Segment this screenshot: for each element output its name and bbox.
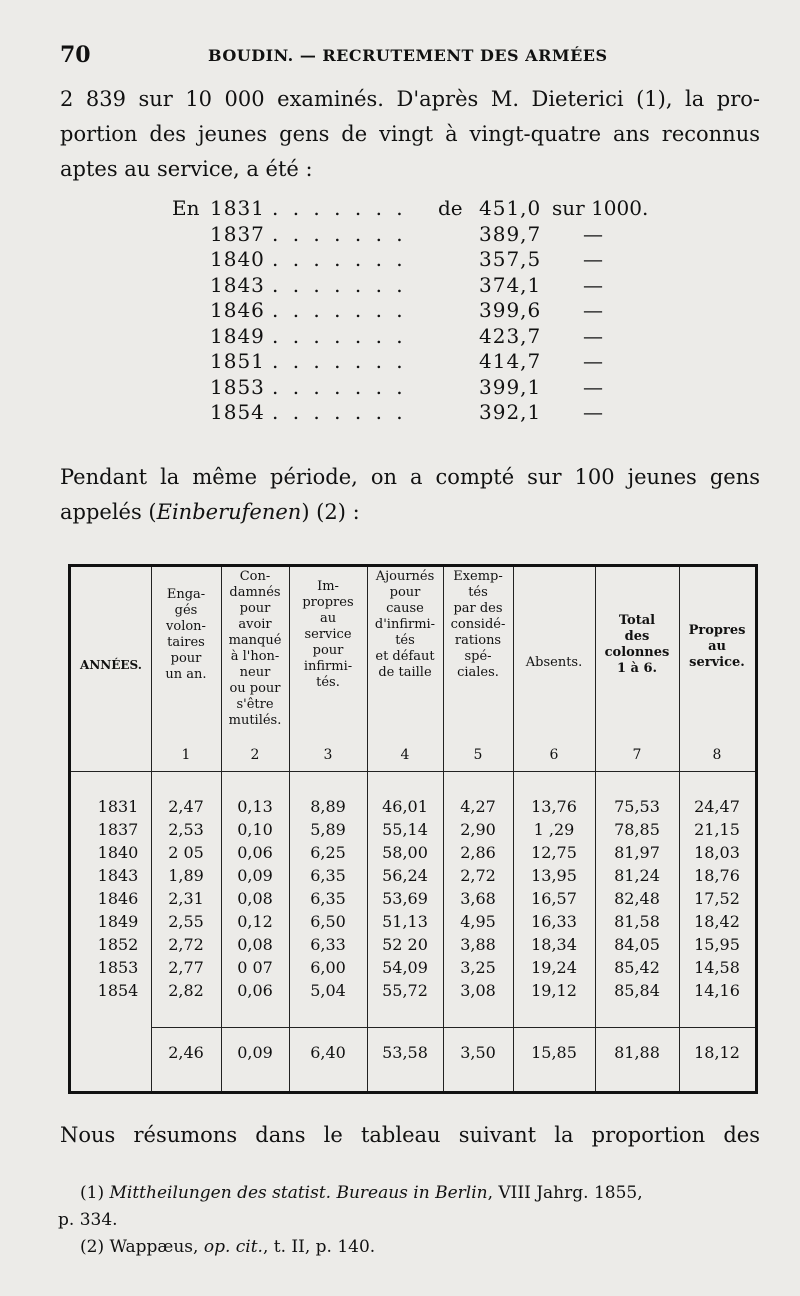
cell-value: 78,85 (614, 820, 660, 839)
ditto-mark: — (583, 323, 603, 348)
cell-value: 2,31 (168, 889, 204, 908)
leader-dots: . . . . . . . (272, 400, 407, 424)
proportion-value: 423,7 (479, 323, 542, 348)
cell-value: 2 05 (168, 843, 204, 862)
cell-value: 0,12 (237, 912, 273, 931)
header-text: propres (302, 595, 354, 610)
average-value: 53,58 (382, 1043, 428, 1062)
cell-value: 81,24 (614, 866, 660, 885)
cell-value: 4,95 (460, 912, 496, 931)
footnote-1-page: p. 334. (58, 1210, 118, 1230)
cell-value: 2,90 (460, 820, 496, 839)
cell-value: 17,52 (694, 889, 740, 908)
row-year: 1852 (97, 935, 139, 954)
cell-value: 0,08 (237, 935, 273, 954)
header-text: à l'hon- (230, 649, 280, 664)
header-text: au (319, 611, 337, 626)
leader-dots: . . . . . . . (272, 374, 407, 399)
intro-line-3: aptes au service, a été : (60, 157, 313, 181)
cell-value: 3,25 (460, 958, 496, 977)
header-text: infirmi- (303, 659, 353, 674)
cell-value: 58,00 (382, 843, 428, 862)
cell-value: 2,47 (168, 797, 204, 816)
unit-label: sur 1000. (552, 196, 649, 220)
average-rule (151, 1027, 755, 1028)
average-value: 3,50 (460, 1043, 496, 1062)
column-number: 2 (250, 747, 260, 763)
cell-value: 2,53 (168, 820, 204, 839)
year-label: 1849 (210, 323, 265, 348)
cell-value: 81,97 (614, 843, 660, 862)
header-text: neur (239, 665, 271, 680)
column-number: 5 (473, 747, 483, 763)
year-label: 1831 (210, 196, 265, 220)
column-header (443, 569, 513, 681)
row-year: 1837 (97, 820, 139, 839)
cell-value: 14,58 (694, 958, 740, 977)
footnote-2-opcit: op. cit. (203, 1237, 263, 1257)
column-header (367, 569, 443, 681)
cell-value: 19,12 (531, 981, 577, 1000)
column-number: 6 (549, 747, 559, 763)
cell-value: 18,03 (694, 843, 740, 862)
header-text: Total (618, 613, 656, 628)
cell-value: 6,25 (310, 843, 346, 862)
footnotes (58, 1180, 780, 1261)
average-row (71, 1043, 755, 1065)
table-row (71, 866, 755, 888)
leader-dots: . . . . . . . (272, 323, 407, 348)
leader-dots: . . . . . . . (272, 196, 407, 220)
table-row (71, 981, 755, 1003)
header-text: de taille (378, 665, 432, 680)
cell-value: 18,42 (694, 912, 740, 931)
header-text: service. (689, 655, 745, 670)
cell-value: 52 20 (382, 935, 428, 954)
cell-value: 3,08 (460, 981, 496, 1000)
header-text: Absents. (525, 655, 583, 670)
cell-value: 54,09 (382, 958, 428, 977)
cell-value: 2,77 (168, 958, 204, 977)
ditto-mark: — (583, 272, 603, 297)
cell-value: 85,42 (614, 958, 660, 977)
intro-line-2: portion des jeunes gens de vingt à vingt-quatre ans reconnus (60, 122, 760, 146)
cell-value: 16,57 (531, 889, 577, 908)
year-label: 1846 (210, 298, 265, 322)
proportion-value: 389,7 (479, 221, 542, 246)
cell-value: 85,84 (614, 981, 660, 1000)
row-year: 1831 (97, 797, 139, 816)
cell-value: 0,13 (237, 797, 273, 816)
cell-value: 46,01 (382, 797, 428, 816)
column-header (289, 579, 367, 691)
column-header (513, 655, 595, 671)
header-text: rations (454, 633, 502, 648)
header-text: par des (453, 601, 503, 616)
cell-value: 0,06 (237, 843, 273, 862)
column-header (679, 623, 755, 671)
year-label: 1851 (210, 349, 265, 373)
footnote-1-title: Mittheilungen des statist. Bureaus in Berlin (109, 1183, 488, 1203)
table-row (71, 958, 755, 980)
header-text: manqué (228, 633, 282, 648)
header-text: un an. (165, 667, 207, 682)
cell-value: 0,06 (237, 981, 273, 1000)
cell-value: 3,68 (460, 889, 496, 908)
einberufenen-term: Einberufenen (156, 500, 302, 524)
header-text: tés (395, 633, 415, 648)
header-text: Ajournés (375, 569, 435, 584)
cell-value: 0,09 (237, 866, 273, 885)
cell-value: 13,76 (531, 797, 577, 816)
row-year: 1849 (97, 912, 139, 931)
column-number: 4 (400, 747, 410, 763)
header-text: Im- (317, 579, 339, 594)
header-text: d'infirmi- (374, 617, 436, 632)
year-row (172, 349, 672, 375)
header-text: ciales. (457, 665, 499, 680)
cell-value: 75,53 (614, 797, 660, 816)
year-row (172, 222, 672, 248)
row-year: 1846 (97, 889, 139, 908)
year-row (172, 273, 672, 299)
cell-value: 55,72 (382, 981, 428, 1000)
header-text: tés. (316, 675, 340, 690)
header-text: service (304, 627, 352, 642)
year-row (172, 298, 672, 324)
ditto-mark: — (583, 349, 603, 373)
ditto-mark: — (583, 247, 603, 271)
row-year: 1840 (97, 843, 139, 862)
cell-value: 8,89 (310, 797, 346, 816)
average-value: 0,09 (237, 1043, 273, 1062)
proportion-value: 392,1 (479, 400, 542, 424)
cell-value: 51,13 (382, 912, 428, 931)
leader-dots: . . . . . . . (272, 247, 407, 271)
cell-value: 6,35 (310, 889, 346, 908)
page-number: 70 (60, 42, 91, 68)
header-text: colonnes (604, 645, 670, 660)
header-text: Exemp- (453, 569, 503, 584)
header-text: gés (174, 603, 198, 618)
year-label: 1843 (210, 272, 265, 297)
cell-value: 0,08 (237, 889, 273, 908)
column-number: 7 (632, 747, 642, 763)
header-text: mutilés. (228, 713, 282, 728)
header-text: Propres (688, 623, 746, 638)
cell-value: 2,86 (460, 843, 496, 862)
running-title: BOUDIN. — RECRUTEMENT DES ARMÉES (208, 46, 608, 65)
average-value: 15,85 (531, 1043, 577, 1062)
table-row (71, 843, 755, 865)
footnote-1-ref: , VIII Jahrg. 1855, (487, 1183, 643, 1203)
header-text: taires (167, 635, 205, 650)
recruitment-table (68, 564, 758, 1094)
header-text: et défaut (375, 649, 435, 664)
cell-value: 55,14 (382, 820, 428, 839)
header-text: Enga- (166, 587, 206, 602)
header-text: considé- (450, 617, 506, 632)
cell-value: 6,00 (310, 958, 346, 977)
average-value: 6,40 (310, 1043, 346, 1062)
ditto-mark: — (583, 221, 603, 246)
header-text: s'être (236, 697, 274, 712)
year-row (172, 247, 672, 273)
average-value: 2,46 (168, 1043, 204, 1062)
header-text: ou pour (229, 681, 281, 696)
year-label: 1837 (210, 221, 265, 246)
average-value: 81,88 (614, 1043, 660, 1062)
row-year: 1853 (97, 958, 139, 977)
year-label: 1854 (210, 400, 265, 424)
cell-value: 2,55 (168, 912, 204, 931)
cell-value: 24,47 (694, 797, 740, 816)
para2-text: appelés ( (60, 500, 157, 524)
footnote-1 (80, 1180, 780, 1207)
footnote-2-author: (2) Wappæus, (80, 1237, 204, 1257)
row-year: 1854 (97, 981, 139, 1000)
column-header (71, 657, 151, 673)
cell-value: 21,15 (694, 820, 740, 839)
intro-paragraph (60, 82, 760, 187)
cell-value: 53,69 (382, 889, 428, 908)
header-text: pour (239, 601, 271, 616)
header-text: Con- (239, 569, 271, 584)
second-paragraph (60, 460, 760, 530)
leader-dots: . . . . . . . (272, 349, 407, 373)
cell-value: 2,72 (168, 935, 204, 954)
cell-value: 5,89 (310, 820, 346, 839)
year-proportion-list (172, 196, 672, 426)
cell-value: 81,58 (614, 912, 660, 931)
cell-value: 5,04 (310, 981, 346, 1000)
proportion-value: 414,7 (479, 349, 542, 373)
header-text: pour (170, 651, 202, 666)
cell-value: 14,16 (694, 981, 740, 1000)
table-row (71, 912, 755, 934)
cell-value: 19,24 (531, 958, 577, 977)
cell-value: 13,95 (531, 866, 577, 885)
cell-value: 82,48 (614, 889, 660, 908)
cell-value: 15,95 (694, 935, 740, 954)
table-row (71, 889, 755, 911)
header-text: ANNÉES. (80, 658, 142, 672)
year-row (172, 324, 672, 350)
ditto-mark: — (583, 400, 603, 424)
ditto-mark: — (583, 298, 603, 322)
de-label: de (438, 196, 463, 220)
proportion-value: 374,1 (479, 272, 542, 297)
header-text: volon- (166, 619, 206, 634)
page-header (58, 42, 758, 72)
year-label: 1853 (210, 374, 265, 399)
year-label: 1840 (210, 247, 265, 271)
leader-dots: . . . . . . . (272, 298, 407, 322)
footnote-2-ref: , t. II, p. 140. (262, 1237, 376, 1257)
table-row (71, 797, 755, 819)
header-text: pour (389, 585, 421, 600)
header-rule (71, 771, 755, 772)
proportion-value: 399,1 (479, 374, 542, 399)
column-number: 8 (712, 747, 722, 763)
year-row (172, 196, 672, 222)
cell-value: 4,27 (460, 797, 496, 816)
cell-value: 0,10 (237, 820, 273, 839)
header-text: tés (468, 585, 488, 600)
cell-value: 0 07 (237, 958, 273, 977)
cell-value: 18,34 (531, 935, 577, 954)
cell-value: 56,24 (382, 866, 428, 885)
average-value: 18,12 (694, 1043, 740, 1062)
cell-value: 84,05 (614, 935, 660, 954)
cell-value: 1 ,29 (533, 820, 575, 839)
header-text: 1 à 6. (616, 661, 658, 676)
ditto-mark: — (583, 374, 603, 399)
cell-value: 6,35 (310, 866, 346, 885)
header-text: avoir (238, 617, 272, 632)
para2-line-2 (60, 495, 760, 530)
leader-dots: . . . . . . . (272, 221, 407, 246)
para3-line-1: Nous résumons dans le tableau suivant la proportion des (60, 1123, 760, 1147)
footnote-2 (80, 1234, 780, 1261)
para2-text-end: ) (2) : (301, 500, 360, 524)
header-text: spé- (464, 649, 492, 664)
column-header (595, 613, 679, 677)
header-text: au (708, 639, 726, 654)
proportion-value: 451,0 (479, 196, 542, 220)
header-text: cause (386, 601, 424, 616)
table-row (71, 935, 755, 957)
year-prefix: En (172, 196, 200, 220)
para2-line-1: Pendant la même période, on a compté sur 100 jeunes gens (60, 465, 760, 489)
row-year: 1843 (97, 866, 139, 885)
leader-dots: . . . . . . . (272, 272, 407, 297)
proportion-value: 357,5 (479, 247, 542, 271)
column-header (221, 569, 289, 729)
cell-value: 2,72 (460, 866, 496, 885)
column-number: 1 (181, 747, 191, 763)
year-row (172, 375, 672, 401)
column-header (151, 587, 221, 683)
cell-value: 16,33 (531, 912, 577, 931)
closing-paragraph (60, 1118, 760, 1153)
proportion-value: 399,6 (479, 298, 542, 322)
cell-value: 12,75 (531, 843, 577, 862)
cell-value: 6,33 (310, 935, 346, 954)
column-number: 3 (323, 747, 333, 763)
cell-value: 3,88 (460, 935, 496, 954)
intro-line-1: 2 839 sur 10 000 examinés. D'après M. Dieterici (1), la pro- (60, 87, 760, 111)
cell-value: 2,82 (168, 981, 204, 1000)
year-row (172, 400, 672, 426)
table-row (71, 820, 755, 842)
cell-value: 18,76 (694, 866, 740, 885)
cell-value: 1,89 (168, 866, 204, 885)
cell-value: 6,50 (310, 912, 346, 931)
header-text: damnés (229, 585, 281, 600)
footnote-1-mark: (1) (80, 1183, 110, 1203)
header-text: des (624, 629, 650, 644)
header-text: pour (312, 643, 344, 658)
